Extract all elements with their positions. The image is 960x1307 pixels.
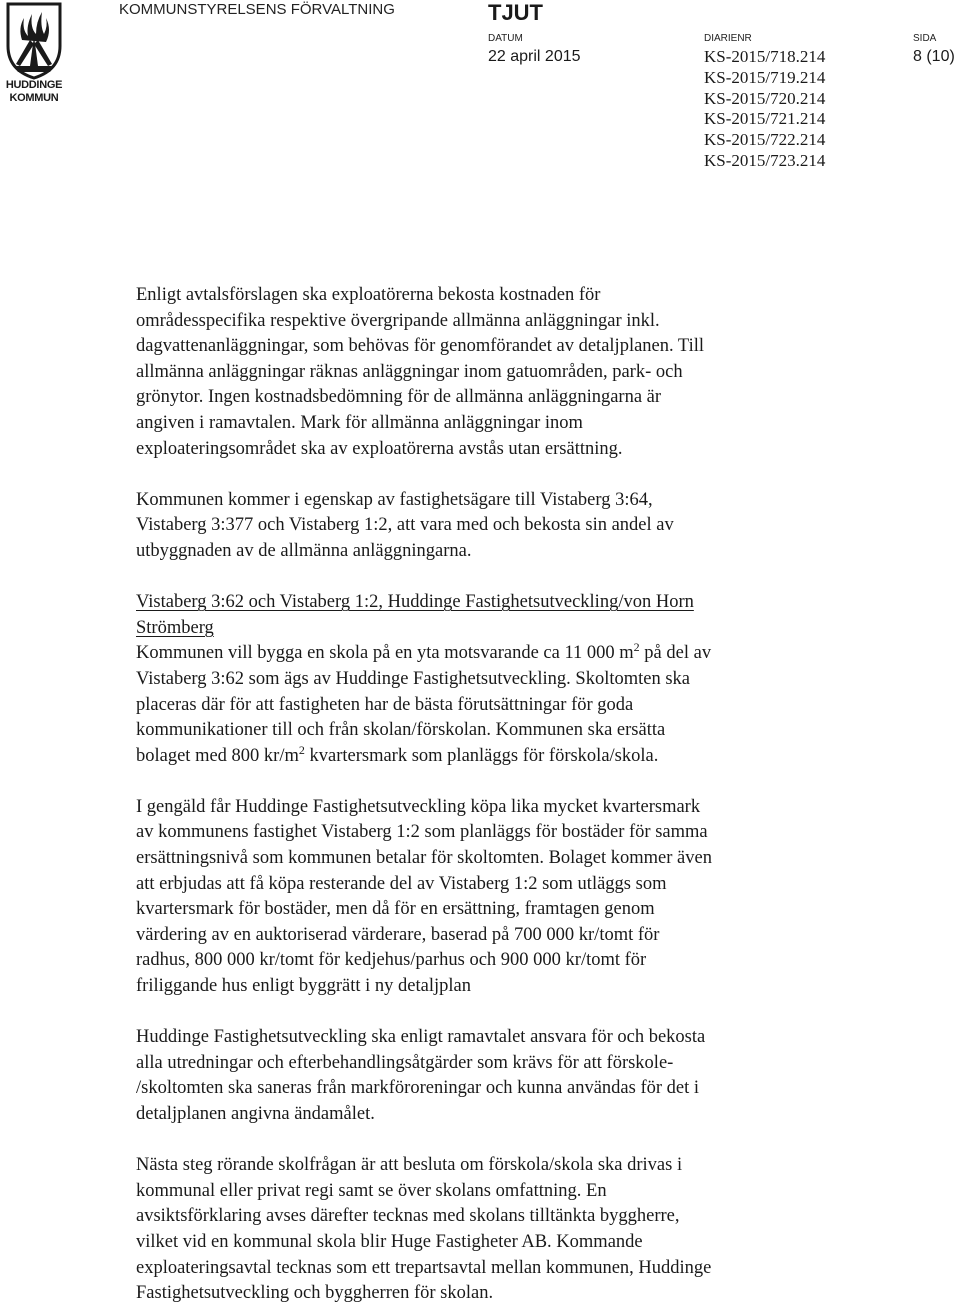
text-line: av kommunens fastighet Vistaberg 1:2 som planläggs för bostäder för samma	[136, 822, 708, 843]
document-body	[136, 283, 836, 1307]
organization-name: KOMMUNSTYRELSENS FÖRVALTNING	[119, 1, 395, 18]
document-type: TJUT	[488, 0, 543, 25]
text-line: att erbjudas att få köpa resterande del av Vistaberg 1:2 som utläggs som	[136, 873, 667, 894]
diarienr-item: KS-2015/720.214	[704, 88, 826, 108]
text-line: grönytor. Ingen kostnadsbedömning för de allmänna anläggningarna är	[136, 387, 662, 408]
text-line: Kommunen kommer i egenskap av fastighetsägare till Vistaberg 3:64,	[136, 489, 653, 510]
logo-text-line-2: KOMMUN	[9, 92, 59, 104]
text-line: allmänna anläggningar räknas anläggningar inom gatuområden, park- och	[136, 361, 683, 382]
paragraph-land-exchange	[136, 795, 836, 1000]
huddinge-logo	[0, 0, 68, 108]
text-line: Kommunen vill bygga en skola på en yta motsvarande ca 11 000 m	[136, 643, 634, 664]
date-value: 22 april 2015	[488, 48, 581, 65]
text-line: Vistaberg 3:62 som ägs av Huddinge Fastighetsutveckling. Skoltomten ska	[136, 668, 691, 689]
paragraph-exploitation-costs	[136, 283, 836, 462]
text-line: dagvattenanläggningar, som behövas för genomförandet av detaljplanen. Till	[136, 336, 704, 357]
diarienr-item: KS-2015/722.214	[704, 130, 826, 150]
paragraph-municipality-share	[136, 488, 836, 565]
paragraph-school-site	[136, 641, 836, 769]
logo-text	[0, 79, 68, 105]
diarienr-item: KS-2015/718.214	[704, 47, 826, 66]
diarienr-item: KS-2015/723.214	[704, 150, 826, 170]
page-label: SIDA	[913, 33, 937, 44]
text-line: friliggande hus enligt byggrätt i ny detaljplan	[136, 976, 471, 997]
logo-text-line-1: HUDDINGE	[5, 79, 63, 91]
heading-line: Strömberg	[136, 617, 214, 638]
text-line: I gengäld får Huddinge Fastighetsutveckling köpa lika mycket kvartersmark	[136, 796, 701, 817]
text-line: Nästa steg rörande skolfrågan är att besluta om förskola/skola ska drivas i	[136, 1155, 683, 1176]
text-line: utbyggnaden av de allmänna anläggningarna.	[136, 540, 472, 561]
text-line: avsiktsförklaring avses därefter tecknas med skolans tilltänkta byggherre,	[136, 1206, 680, 1227]
text-line: Huddinge Fastighetsutveckling ska enligt ramavtalet ansvara för och bekosta	[136, 1027, 706, 1048]
diarienr-label: DIARIENR	[704, 33, 752, 44]
heading-line: Vistaberg 3:62 och Vistaberg 1:2, Huddinge Fastighetsutveckling/von Horn	[136, 592, 694, 613]
text-line: exploateringsområdet ska av exploatörerna avstås utan ersättning.	[136, 438, 623, 459]
text-line: områdesspecifika respektive övergripande allmänna anläggningar inkl.	[136, 310, 660, 331]
text-line: detaljplanen angivna ändamålet.	[136, 1104, 375, 1124]
diarienr-list	[704, 47, 825, 172]
superscript: 2	[298, 742, 305, 757]
text-line: kommunal eller privat regi samt se över skolans omfattning. En	[136, 1180, 607, 1201]
date-label: DATUM	[488, 33, 523, 44]
diarienr-item: KS-2015/721.214	[704, 109, 826, 129]
paragraph-next-steps	[136, 1153, 836, 1307]
text-line: radhus, 800 000 kr/tomt för kedjehus/parhus och 900 000 kr/tomt för	[136, 950, 647, 971]
diarienr-item: KS-2015/719.214	[704, 67, 826, 87]
crest-icon	[0, 0, 68, 80]
text-line: placeras där för att fastigheten har de bästa förutsättningar för goda	[136, 694, 634, 715]
text-line: alla utredningar och efterbehandlingsåtgärder som krävs för att förskole-	[136, 1052, 674, 1073]
paragraph-remediation	[136, 1025, 836, 1127]
text-line: vilket vid en kommunal skola blir Huge Fastigheter AB. Kommande	[136, 1231, 643, 1252]
text-line: kvartersmark för bostäder, men då för en ersättning, framtagen genom	[136, 899, 655, 920]
text-line: Vistaberg 3:377 och Vistaberg 1:2, att vara med och bekosta sin andel av	[136, 515, 674, 536]
text-line: värdering av en auktoriserad värderare, baserad på 700 000 kr/tomt för	[136, 924, 660, 945]
page-number: 8 (10)	[913, 48, 955, 65]
text-line: exploateringsavtal tecknas som ett trepartsavtal mellan kommunen, Huddinge	[136, 1257, 712, 1278]
text-line: Enligt avtalsförslagen ska exploatörerna bekosta kostnaden för	[136, 285, 601, 305]
text-line: Fastighetsutveckling och byggherren för skolan.	[136, 1283, 494, 1304]
text-line: angiven i ramavtalen. Mark för allmänna anläggningar inom	[136, 412, 583, 433]
text-line: kommunikationer till och från skolan/förskolan. Kommunen ska ersätta	[136, 720, 666, 741]
section-heading	[136, 590, 836, 641]
text-line: ersättningsnivå som kommunen betalar för skoltomten. Bolaget kommer även	[136, 848, 712, 869]
superscript: 2	[633, 640, 640, 655]
text-line: /skoltomten ska saneras från markföroreningar och kunna användas för det i	[136, 1078, 700, 1099]
text-line: kvartersmark som planläggs för förskola/skola.	[304, 745, 659, 766]
text-line: bolaget med 800 kr/m	[136, 745, 299, 766]
text-line: på del av	[639, 643, 712, 664]
